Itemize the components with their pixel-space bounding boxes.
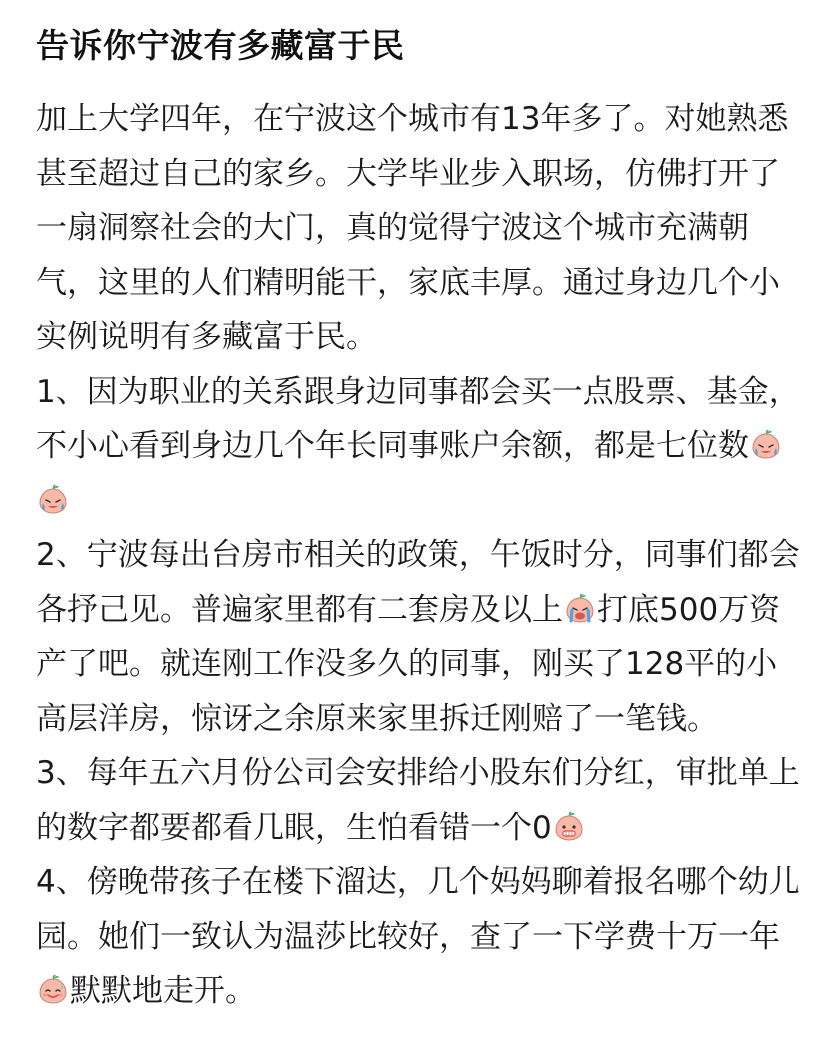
post-paragraph xyxy=(36,365,804,529)
paragraph-text: 加上大学四年，在宁波这个城市有13年多了。对她熟悉甚至超过自己的家乡。大学毕业步入职场，仿佛打开了一扇洞察社会的大门，真的觉得宁波这个城市充满朝气，这里的人们精明能干，家底丰厚。通过身边几个小实例说明有多藏富于民。 xyxy=(36,101,789,355)
post-title: 告诉你宁波有多藏富于民 xyxy=(36,26,405,65)
post-paragraph xyxy=(36,746,804,855)
paragraph-text: 默默地走开。 xyxy=(70,973,256,1009)
post-paragraph xyxy=(36,528,804,746)
post-paragraph xyxy=(36,92,804,365)
grimace-icon xyxy=(553,810,585,842)
paragraph-text: 2、宁波每出台房市相关的政策，午饭时分，同事们都会各抒己见。普遍家里都有二套房及以上 xyxy=(36,537,800,628)
paragraph-text: 3、每年五六月份公司会安排给小股东们分红，审批单上的数字都要都看几眼，生怕看错一个0 xyxy=(36,755,800,846)
post-body xyxy=(36,92,804,1019)
paragraph-text: 打底500万资产了吧。就连刚工作没多久的同事，刚买了128平的小高层洋房，惊讶之余原来家里拆迁刚赔了一笔钱。 xyxy=(36,591,781,737)
loudly-crying-icon xyxy=(564,592,596,624)
crying-face-icon xyxy=(37,483,69,515)
crying-face-icon xyxy=(750,428,782,460)
awkward-smile-icon xyxy=(37,973,69,1005)
paragraph-text: 1、因为职业的关系跟身边同事都会买一点股票、基金，不小心看到身边几个年长同事账户余额，都是七位数 xyxy=(36,373,800,464)
paragraph-text: 4、傍晚带孩子在楼下溜达，几个妈妈聊着报名哪个幼儿园。她们一致认为温莎比较好，查了一下学费十万一年 xyxy=(36,864,800,955)
post-paragraph xyxy=(36,855,804,1019)
